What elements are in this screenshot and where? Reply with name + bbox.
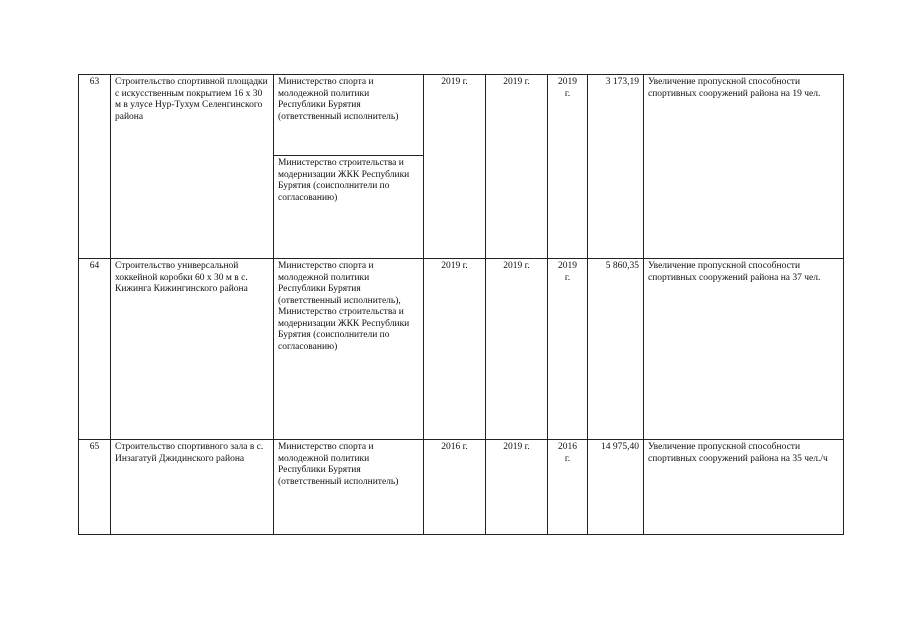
row-year-suffix: г. [564, 453, 571, 464]
row-executor: Министерство спорта и молодежной политики Республики Бурятия (ответственный исполнитель), Министерство строительства и модернизации ЖКК Республики Бурятия (соисполнители по согласованию) [274, 259, 424, 440]
row-number: 64 [79, 259, 111, 440]
row-result: Увеличение пропускной способности спортивных сооружений района на 35 чел./ч [644, 440, 844, 535]
row-year [548, 440, 588, 535]
row-executor: Министерство спорта и молодежной политики Республики Бурятия (ответственный исполнитель) [274, 440, 424, 535]
row-year-number: 2016 [558, 442, 577, 452]
table-row [79, 440, 844, 535]
table-row [79, 259, 844, 440]
row-year-number: 2019 [558, 77, 577, 87]
row-result: Увеличение пропускной способности спортивных сооружений района на 37 чел. [644, 259, 844, 440]
row-number: 65 [79, 440, 111, 535]
row-year [548, 259, 588, 440]
row-executor: Министерство спорта и молодежной политики Республики Бурятия (ответственный исполнитель) [274, 75, 424, 156]
row-end-year: 2019 г. [486, 259, 548, 440]
row-executor: Министерство строительства и модернизации ЖКК Республики Бурятия (соисполнители по согласованию) [274, 156, 424, 259]
row-end-year: 2019 г. [486, 75, 548, 259]
row-start-year: 2019 г. [424, 75, 486, 259]
row-number: 63 [79, 75, 111, 259]
program-table [78, 74, 844, 535]
row-start-year: 2019 г. [424, 259, 486, 440]
row-amount: 5 860,35 [588, 259, 644, 440]
row-start-year: 2016 г. [424, 440, 486, 535]
row-amount: 3 173,19 [588, 75, 644, 259]
row-end-year: 2019 г. [486, 440, 548, 535]
row-result: Увеличение пропускной способности спортивных сооружений района на 19 чел. [644, 75, 844, 259]
row-title: Строительство спортивного зала в с. Инзагатуй Джидинского района [111, 440, 274, 535]
row-year-number: 2019 [558, 261, 577, 271]
row-title: Строительство спортивной площадки с искусственным покрытием 16 х 30 м в улусе Нур-Тухум Селенгинского района [111, 75, 274, 259]
table-row [79, 75, 844, 156]
row-title: Строительство универсальной хоккейной коробки 60 х 30 м в с. Кижинга Кижингинского района [111, 259, 274, 440]
row-year-suffix: г. [564, 272, 571, 283]
row-amount: 14 975,40 [588, 440, 644, 535]
row-year-suffix: г. [564, 88, 571, 99]
row-year [548, 75, 588, 259]
